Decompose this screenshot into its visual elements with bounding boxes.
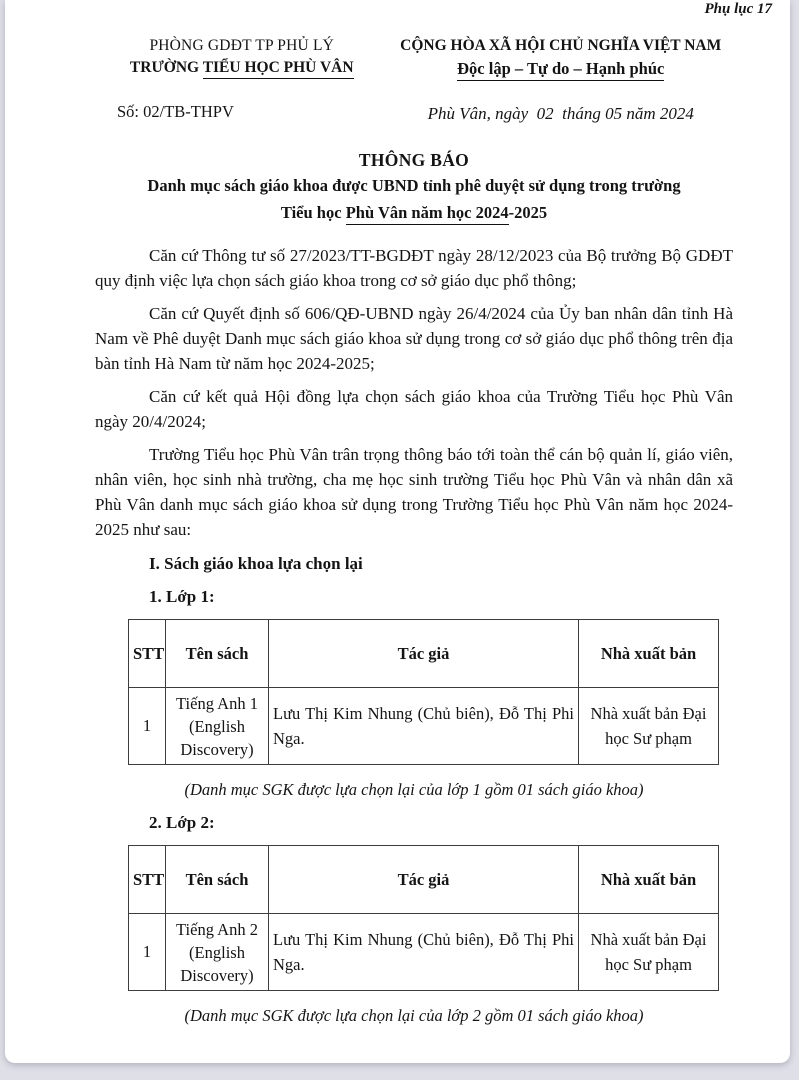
cell-author: Lưu Thị Kim Nhung (Chủ biên), Đỗ Thị Phi Nga. <box>269 688 579 765</box>
legal-basis-paragraph-3: Căn cứ kết quả Hội đồng lựa chọn sách giáo khoa của Trường Tiểu học Phù Vân ngày 20/4/2024; <box>95 387 733 431</box>
column-header-book-title: Tên sách <box>166 846 269 914</box>
table-row <box>129 914 719 991</box>
school-name-prefix: TRƯỜNG <box>129 59 203 76</box>
document-title-block <box>95 150 733 225</box>
grade-1-textbook-table <box>128 619 719 765</box>
issuing-agency-block <box>95 37 388 124</box>
document-page <box>5 0 790 1063</box>
legal-basis-paragraph-1: Căn cứ Thông tư số 27/2023/TT-BGDĐT ngày 28/12/2023 của Bộ trưởng Bộ GDĐT quy định việc lựa chọn sách giáo khoa trong cơ sở giáo dục phổ thông; <box>95 246 733 290</box>
column-header-publisher: Nhà xuất bản <box>579 620 719 688</box>
subtitle-prefix: Tiểu học <box>280 203 346 222</box>
subtitle-underlined: Phù Vân năm học 2024 <box>346 203 509 225</box>
cell-book-title: Tiếng Anh 1 (English Discovery) <box>166 688 269 765</box>
table-header-row <box>129 620 719 688</box>
grade-1-heading: 1. Lớp 1: <box>149 587 215 606</box>
appendix-label: Phụ lục 17 <box>704 1 772 17</box>
cell-stt: 1 <box>129 688 166 765</box>
announcement-paragraph: Trường Tiểu học Phù Vân trân trọng thông báo tới toàn thể cán bộ quản lí, giáo viên, nhân viên, học sinh nhà trường, cha mẹ học sinh trường Tiểu học Phù Vân và nhân dân xã Phù Vân danh mục sách giáo khoa sử dụng trong Trường Tiểu học Phù Vân năm học 2024-2025 như sau: <box>95 445 733 539</box>
cell-publisher: Nhà xuất bản Đại học Sư phạm <box>579 914 719 991</box>
place-date-line: Phù Vân, ngày 02 tháng 05 năm 2024 <box>427 104 694 123</box>
cell-author: Lưu Thị Kim Nhung (Chủ biên), Đỗ Thị Phi Nga. <box>269 914 579 991</box>
table-header-row <box>129 846 719 914</box>
section-heading: I. Sách giáo khoa lựa chọn lại <box>149 554 363 573</box>
table-row <box>129 688 719 765</box>
column-header-book-title: Tên sách <box>166 620 269 688</box>
document-header <box>95 0 733 124</box>
cell-book-title: Tiếng Anh 2 (English Discovery) <box>166 914 269 991</box>
grade-2-note: (Danh mục SGK được lựa chọn lại của lớp 2 gồm 01 sách giáo khoa) <box>184 1006 644 1025</box>
grade-2-textbook-table <box>128 845 719 991</box>
national-header-block <box>388 37 733 124</box>
subtitle-suffix: -2025 <box>508 203 548 222</box>
legal-basis-paragraph-2: Căn cứ Quyết định số 606/QĐ-UBND ngày 26/4/2024 của Ủy ban nhân dân tỉnh Hà Nam về Phê duyệt Danh mục sách giáo khoa sử dụng trong cơ sở giáo dục phổ thông trên địa bàn tỉnh Hà Nam từ năm học 2024-2025; <box>95 304 733 373</box>
cell-publisher: Nhà xuất bản Đại học Sư phạm <box>579 688 719 765</box>
column-header-author: Tác giả <box>269 846 579 914</box>
school-name <box>95 59 388 77</box>
grade-1-note: (Danh mục SGK được lựa chọn lại của lớp 1 gồm 01 sách giáo khoa) <box>184 780 644 799</box>
column-header-publisher: Nhà xuất bản <box>579 846 719 914</box>
national-motto-text: Độc lập – Tự do – Hạnh phúc <box>457 59 664 81</box>
column-header-stt: STT <box>129 620 166 688</box>
column-header-author: Tác giả <box>269 620 579 688</box>
document-subtitle-line2 <box>95 200 733 225</box>
cell-stt: 1 <box>129 914 166 991</box>
document-number: Số: 02/TB-THPV <box>117 102 234 121</box>
column-header-stt: STT <box>129 846 166 914</box>
page-content <box>5 0 790 1026</box>
document-title: THÔNG BÁO <box>358 150 470 170</box>
national-motto <box>388 59 733 79</box>
department-name: PHÒNG GDĐT TP PHỦ LÝ <box>149 37 335 54</box>
grade-2-heading: 2. Lớp 2: <box>149 813 215 832</box>
country-title: CỘNG HÒA XÃ HỘI CHỦ NGHĨA VIỆT NAM <box>400 37 722 54</box>
school-name-underlined: TIỂU HỌC PHÙ VÂN <box>203 59 354 79</box>
document-subtitle-line1: Danh mục sách giáo khoa được UBND tỉnh phê duyệt sử dụng trong trường <box>147 176 681 195</box>
